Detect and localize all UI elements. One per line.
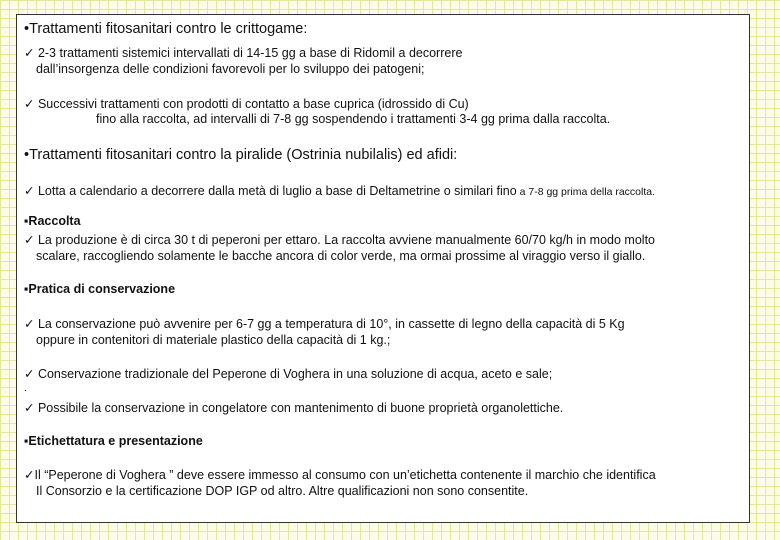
raccolta-item-1-line-2: scalare, raccogliendo solamente le bacche ancora di color verde, ma ormai prossime al viraggio verso il giallo. [36,249,646,263]
piralide-item-1 [24,183,655,198]
conservazione-item-1-line-2: oppure in contenitori di materiale plastico della capacità di 1 kg.; [36,333,391,347]
conservazione-item-3: ✓ Possibile la conservazione in congelatore con mantenimento di buone proprietà organolettiche. [24,401,564,415]
crittogame-item-2-line-2: fino alla raccolta, ad intervalli di 7-8 gg sospendendo i trattamenti 3-4 gg prima dalla raccolta. [96,112,611,126]
piralide-item-1-small: a 7-8 gg prima della raccolta. [516,186,656,198]
piralide-item-1-main: ✓ Lotta a calendario a decorrere dalla metà di luglio a base di Deltametrine o similari fino [24,184,517,198]
section-heading-crittogame: •Trattamenti fitosanitari contro le crittogame: [24,21,308,37]
crittogame-item-2-line-1: ✓ Successivi trattamenti con prodotti di contatto a base cuprica (idrossido di Cu) [24,97,469,111]
section-heading-raccolta: ▪Raccolta [24,214,81,228]
crittogame-item-1-line-1: ✓ 2-3 trattamenti sistemici intervallati di 14-15 gg a base di Ridomil a decorrere [24,46,463,60]
etichettatura-item-1-line-1: ✓Il “Peperone di Voghera ” deve essere immesso al consumo con un’etichetta contenente il marchio che identifica [24,468,656,482]
crittogame-item-1-line-2: dall’insorgenza delle condizioni favorevoli per lo sviluppo dei patogeni; [36,62,425,76]
section-heading-piralide: •Trattamenti fitosanitari contro la piralide (Ostrinia nubilalis) ed afidi: [24,147,458,163]
conservazione-item-2: ✓ Conservazione tradizionale del Peperone di Voghera in una soluzione di acqua, aceto e sale; [24,367,553,381]
section-heading-etichettatura: ▪Etichettatura e presentazione [24,434,203,448]
conservazione-item-1-line-1: ✓ La conservazione può avvenire per 6-7 gg a temperatura di 10°, in cassette di legno della capacità di 5 Kg [24,317,625,331]
etichettatura-item-1-line-2: Il Consorzio e la certificazione DOP IGP od altro. Altre qualificazioni non sono consentite. [36,484,529,498]
conservazione-dot: . [24,383,27,394]
section-heading-conservazione: ▪Pratica di conservazione [24,282,176,296]
content-card [16,14,750,523]
raccolta-item-1-line-1: ✓ La produzione è di circa 30 t di peperoni per ettaro. La raccolta avviene manualmente 60/70 kg/h in modo molto [24,233,655,247]
